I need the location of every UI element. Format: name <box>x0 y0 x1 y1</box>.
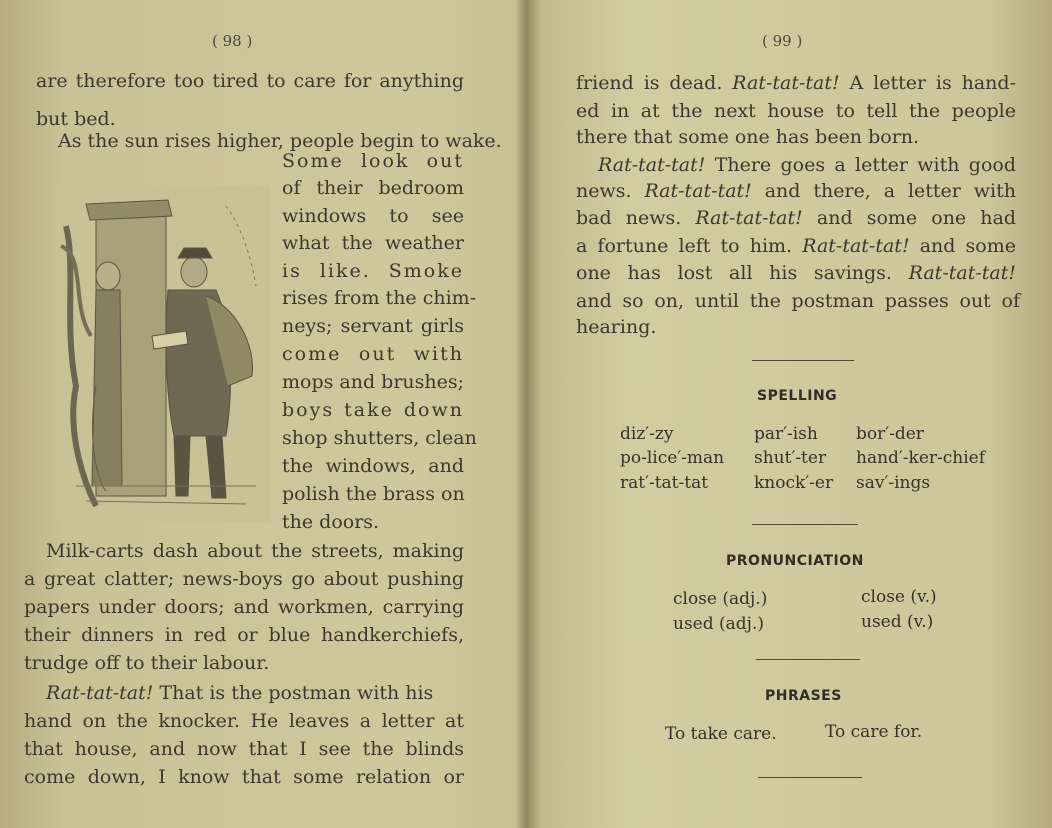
text-line: As the sun rises higher, people begin to wake. <box>58 130 502 152</box>
text-line <box>576 72 1016 94</box>
text-span: and there, a letter with <box>751 180 1016 202</box>
text-span: That is the postman with his <box>153 682 434 704</box>
text-line: rises from the chim- <box>282 287 477 309</box>
text-line: the doors. <box>282 511 380 533</box>
left-page-number: ( 98 ) <box>212 32 253 50</box>
section-divider <box>756 659 860 660</box>
text-line: are therefore too tired to care for anything <box>36 70 464 92</box>
text-line: windows to see <box>282 205 464 227</box>
text-line: hearing. <box>576 316 657 338</box>
spelling-word: rat′-tat-tat <box>620 473 709 493</box>
text-span: and some <box>909 235 1016 257</box>
text-line: trudge off to their labour. <box>24 652 270 674</box>
section-divider <box>752 524 858 525</box>
text-line: papers under doors; and workmen, carrying <box>24 596 464 618</box>
text-line: Milk-carts dash about the streets, making <box>46 540 464 562</box>
phrase: To care for. <box>825 722 923 742</box>
text-line: ed in at the next house to tell the people <box>576 100 1016 122</box>
text-span: There goes a letter with good <box>705 154 1016 176</box>
pronunciation-word: close (v.) <box>861 587 937 607</box>
text-line: is like. Smoke <box>282 260 464 282</box>
rat-tat-tat-italic: Rat-tat-tat! <box>908 262 1016 284</box>
pronunciation-word: used (v.) <box>861 612 934 632</box>
spelling-word: par′-ish <box>754 424 818 444</box>
text-line: of their bedroom <box>282 177 464 199</box>
rat-tat-tat-italic: Rat-tat-tat! <box>695 207 803 229</box>
text-span: a fortune left to him. <box>576 235 803 257</box>
pronunciation-heading: PRONUNCIATION <box>726 553 864 569</box>
text-line: a great clatter; news-boys go about pushing <box>24 568 464 590</box>
text-line: there that some one has been born. <box>576 126 920 148</box>
spelling-word: sav′-ings <box>856 473 931 493</box>
text-span: A letter is hand- <box>839 72 1017 94</box>
text-line: boys take down <box>282 399 464 421</box>
text-span: news. <box>576 180 645 202</box>
rat-tat-tat-italic: Rat-tat-tat! <box>732 72 840 94</box>
rat-tat-tat-italic: Rat-tat-tat! <box>802 235 910 257</box>
text-span: and some one had <box>802 207 1016 229</box>
text-line: hand on the knocker. He leaves a letter at <box>24 710 464 732</box>
phrase: To take care. <box>665 724 777 744</box>
rat-tat-tat-italic: Rat-tat-tat! <box>644 180 752 202</box>
text-span: one has lost all his savings. <box>576 262 909 284</box>
spelling-word: po-lice′-man <box>620 448 725 468</box>
text-line: mops and brushes; <box>282 371 465 393</box>
text-line <box>598 154 1016 176</box>
text-span: bad news. <box>576 207 696 229</box>
text-line: the windows, and <box>282 455 464 477</box>
text-line <box>576 207 1016 229</box>
pronunciation-word: close (adj.) <box>673 589 768 609</box>
text-line <box>576 235 1016 257</box>
pronunciation-word: used (adj.) <box>673 614 764 634</box>
spelling-heading: SPELLING <box>757 388 838 404</box>
text-line: come out with <box>282 343 464 365</box>
text-line: neys; servant girls <box>282 315 464 337</box>
text-line: and so on, until the postman passes out of <box>576 290 1020 312</box>
text-line: that house, and now that I see the blinds <box>24 738 464 760</box>
right-page-number: ( 99 ) <box>762 32 803 50</box>
rat-tat-tat-italic: Rat-tat-tat! <box>598 154 706 176</box>
spelling-word: bor′-der <box>856 424 924 444</box>
spelling-word: hand′-ker-chief <box>856 448 986 468</box>
text-line: polish the brass on <box>282 483 465 505</box>
text-line: shop shutters, clean <box>282 427 477 449</box>
section-divider <box>758 777 862 778</box>
text-line: but bed. <box>36 108 116 130</box>
text-line <box>46 682 433 704</box>
text-line: Some look out <box>282 150 464 172</box>
spelling-word: knock′-er <box>754 473 834 493</box>
text-line: come down, I know that some relation or <box>24 766 464 788</box>
spelling-word: shut′-ter <box>754 448 827 468</box>
rat-tat-tat-italic: Rat-tat-tat! <box>46 682 154 704</box>
text-line: what the weather <box>282 232 464 254</box>
phrases-heading: PHRASES <box>765 688 842 704</box>
postman-illustration <box>56 186 270 522</box>
section-divider <box>752 360 854 361</box>
text-span: friend is dead. <box>576 72 733 94</box>
text-line <box>576 262 1016 284</box>
text-line <box>576 180 1016 202</box>
text-line: their dinners in red or blue handkerchiefs, <box>24 624 464 646</box>
spelling-word: diz′-zy <box>620 424 674 444</box>
